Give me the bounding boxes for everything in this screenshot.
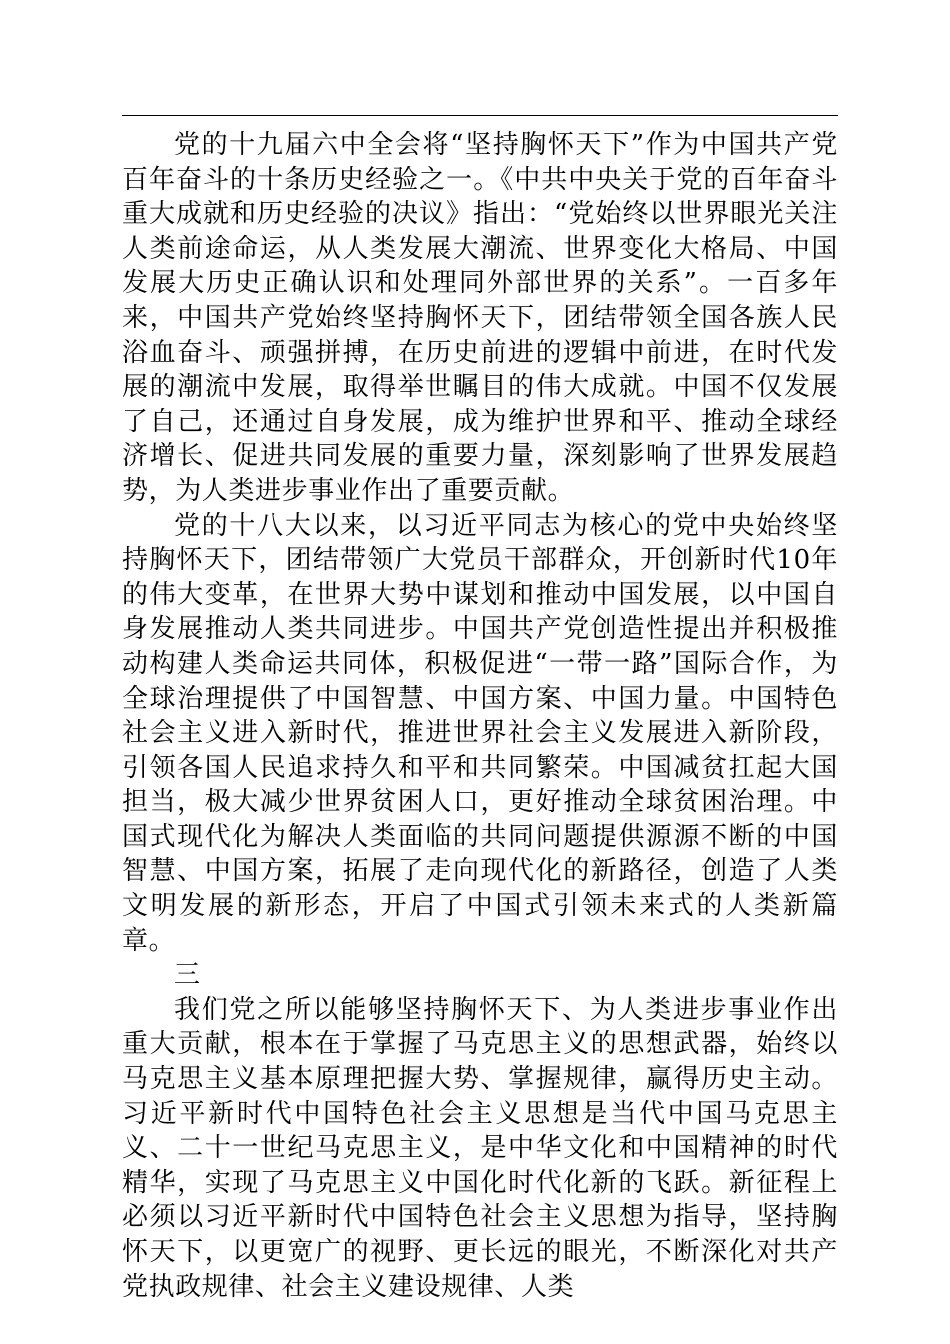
header-rule [122,115,838,116]
paragraph-party-experience: 党的十九届六中全会将“坚持胸怀天下”作为中国共产党百年奋斗的十条历史经验之一。《中共中央关于党的百年奋斗重大成就和历史经验的决议》指出：“党始终以世界眼光关注人类前途命运，从人类发展大潮流、世界变化大格局、中国发展大历史正确认识和处理同外部世界的关系”。一百多年来，中国共产党始终坚持胸怀天下，团结带领全国各族人民浴血奋斗、顽强拼搏，在历史前进的逻辑中前进，在时代发展的潮流中发展，取得举世瞩目的伟大成就。中国不仅发展了自己，还通过自身发展，成为维护世界和平、推动全球经济增长、促进共同发展的重要力量，深刻影响了世界发展趋势，为人类进步事业作出了重要贡献。 [122,130,838,506]
section-marker: 三 [174,960,201,991]
paragraph-new-era: 党的十八大以来，以习近平同志为核心的党中央始终坚持胸怀天下，团结带领广大党员干部群众，开创新时代10年的伟大变革，在世界大势中谋划和推动中国发展，以中国自身发展推动人类共同进步。中国共产党创造性提出并积极推动构建人类命运共同体，积极促进“一带一路”国际合作，为全球治理提供了中国智慧、中国方案、中国力量。中国特色社会主义进入新时代，推进世界社会主义发展进入新阶段，引领各国人民追求持久和平和共同繁荣。中国减贫扛起大国担当，极大减少世界贫困人口，更好推动全球贫困治理。中国式现代化为解决人类面临的共同问题提供源源不断的中国智慧、中国方案，拓展了走向现代化的新路径，创造了人类文明发展的新形态，开启了中国式引领未来式的人类新篇章。 [122,510,838,956]
document-body [122,128,838,1304]
paragraph-marxism: 我们党之所以能够坚持胸怀天下、为人类进步事业作出重大贡献，根本在于掌握了马克思主义的思想武器，始终以马克思主义基本原理把握大势、掌握规律，赢得历史主动。习近平新时代中国特色社会主义思想是当代中国马克思主义、二十一世纪马克思主义，是中华文化和中国精神的时代精华，实现了马克思主义中国化时代化新的飞跃。新征程上必须以习近平新时代中国特色社会主义思想为指导，坚持胸怀天下，以更宽广的视野、更长远的眼光，不断深化对共产党执政规律、社会主义建设规律、人类 [122,994,838,1302]
